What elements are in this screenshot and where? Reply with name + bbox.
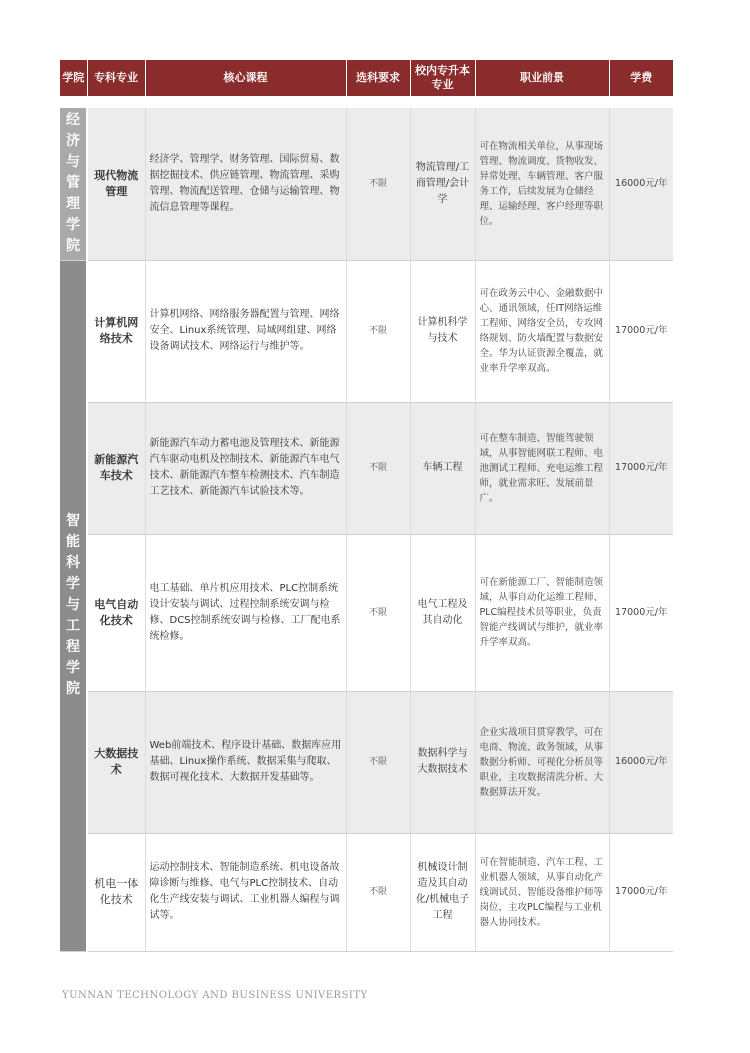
program-table [60, 60, 673, 952]
tuition-fee: 16000元/年 [609, 691, 673, 833]
major-name: 大数据技术 [87, 691, 145, 833]
major-name: 计算机网络技术 [87, 260, 145, 402]
header-upgrade: 校内专升本专业 [410, 60, 475, 96]
upgrade-major: 计算机科学与技术 [410, 260, 475, 402]
spacer-row [60, 96, 673, 108]
program-table-page [60, 60, 673, 952]
college-cell-economics: 经济与管理学院 [60, 108, 87, 260]
upgrade-major: 车辆工程 [410, 402, 475, 534]
tuition-fee: 17000元/年 [609, 260, 673, 402]
selection-requirement: 不限 [346, 260, 410, 402]
major-name: 现代物流管理 [87, 108, 145, 260]
table-row [60, 534, 673, 691]
college-cell-intelligent-science: 智能科学与工程学院 [60, 260, 87, 951]
core-courses: 电工基础、单片机应用技术、PLC控制系统设计安装与调试、过程控制系统安调与检修、DCS控制系统安调与检修、工厂配电系统检修。 [145, 534, 346, 691]
major-name: 新能源汽车技术 [87, 402, 145, 534]
footer-university-name: YUNNAN TECHNOLOGY AND BUSINESS UNIVERSITY [62, 990, 368, 1001]
upgrade-major: 物流管理/工商管理/会计学 [410, 108, 475, 260]
selection-requirement: 不限 [346, 833, 410, 951]
career-prospects: 可在智能制造、汽车工程、工业机器人领域，从事自动化产线调试员、智能设备维护师等岗位，主攻PLC编程与工业机器人协同技术。 [475, 833, 609, 951]
core-courses: 新能源汽车动力蓄电池及管理技术、新能源汽车驱动电机及控制技术、新能源汽车电气技术、新能源汽车整车检测技术、汽车制造工艺技术、新能源汽车试验技术等。 [145, 402, 346, 534]
table-row [60, 833, 673, 951]
table-header-row [60, 60, 673, 96]
header-selection: 选科要求 [346, 60, 410, 96]
career-prospects: 可在整车制造、智能驾驶领域，从事智能网联工程师、电池测试工程师、充电运维工程师，就业需求旺、发展前景广。 [475, 402, 609, 534]
header-fee: 学费 [609, 60, 673, 96]
upgrade-major: 电气工程及其自动化 [410, 534, 475, 691]
upgrade-major: 机械设计制造及其自动化/机械电子工程 [410, 833, 475, 951]
tuition-fee: 17000元/年 [609, 402, 673, 534]
career-prospects: 企业实战项目贯穿教学，可在电商、物流、政务领域，从事数据分析师、可视化分析员等职业，主攻数据清洗分析、大数据算法开发。 [475, 691, 609, 833]
career-prospects: 可在物流相关单位，从事现场管理、物流调度、货物收发、异常处理、车辆管理、客户服务工作，后续发展为仓储经理、运输经理、客户经理等职位。 [475, 108, 609, 260]
table-row [60, 108, 673, 260]
selection-requirement: 不限 [346, 402, 410, 534]
career-prospects: 可在新能源工厂、智能制造领域，从事自动化运维工程师、PLC编程技术员等职业，负责智能产线调试与维护，就业率升学率双高。 [475, 534, 609, 691]
tuition-fee: 17000元/年 [609, 833, 673, 951]
table-row [60, 691, 673, 833]
core-courses: 运动控制技术、智能制造系统、机电设备故障诊断与维修、电气与PLC控制技术、自动化生产线安装与调试、工业机器人编程与调试等。 [145, 833, 346, 951]
selection-requirement: 不限 [346, 691, 410, 833]
tuition-fee: 17000元/年 [609, 534, 673, 691]
core-courses: 计算机网络、网络服务器配置与管理、网络安全、Linux系统管理、局域网组建、网络设备调试技术、网络运行与维护等。 [145, 260, 346, 402]
major-name: 电气自动化技术 [87, 534, 145, 691]
header-college: 学院 [60, 60, 87, 96]
core-courses: Web前端技术、程序设计基础、数据库应用基础、Linux操作系统、数据采集与爬取、数据可视化技术、大数据开发基础等。 [145, 691, 346, 833]
tuition-fee: 16000元/年 [609, 108, 673, 260]
selection-requirement: 不限 [346, 534, 410, 691]
major-name: 机电一体化技术 [87, 833, 145, 951]
header-career: 职业前景 [475, 60, 609, 96]
header-core-courses: 核心课程 [145, 60, 346, 96]
career-prospects: 可在政务云中心、金融数据中心、通讯领域，任IT网络运维工程师、网络安全员，专攻网络规划、防火墙配置与数据安全。华为认证资源全覆盖，就业率升学率双高。 [475, 260, 609, 402]
selection-requirement: 不限 [346, 108, 410, 260]
upgrade-major: 数据科学与大数据技术 [410, 691, 475, 833]
header-major: 专科专业 [87, 60, 145, 96]
table-row [60, 402, 673, 534]
table-row [60, 260, 673, 402]
core-courses: 经济学、管理学、财务管理、国际贸易、数据挖掘技术、供应链管理、物流管理、采购管理、物流配送管理、仓储与运输管理、物流信息管理等课程。 [145, 108, 346, 260]
